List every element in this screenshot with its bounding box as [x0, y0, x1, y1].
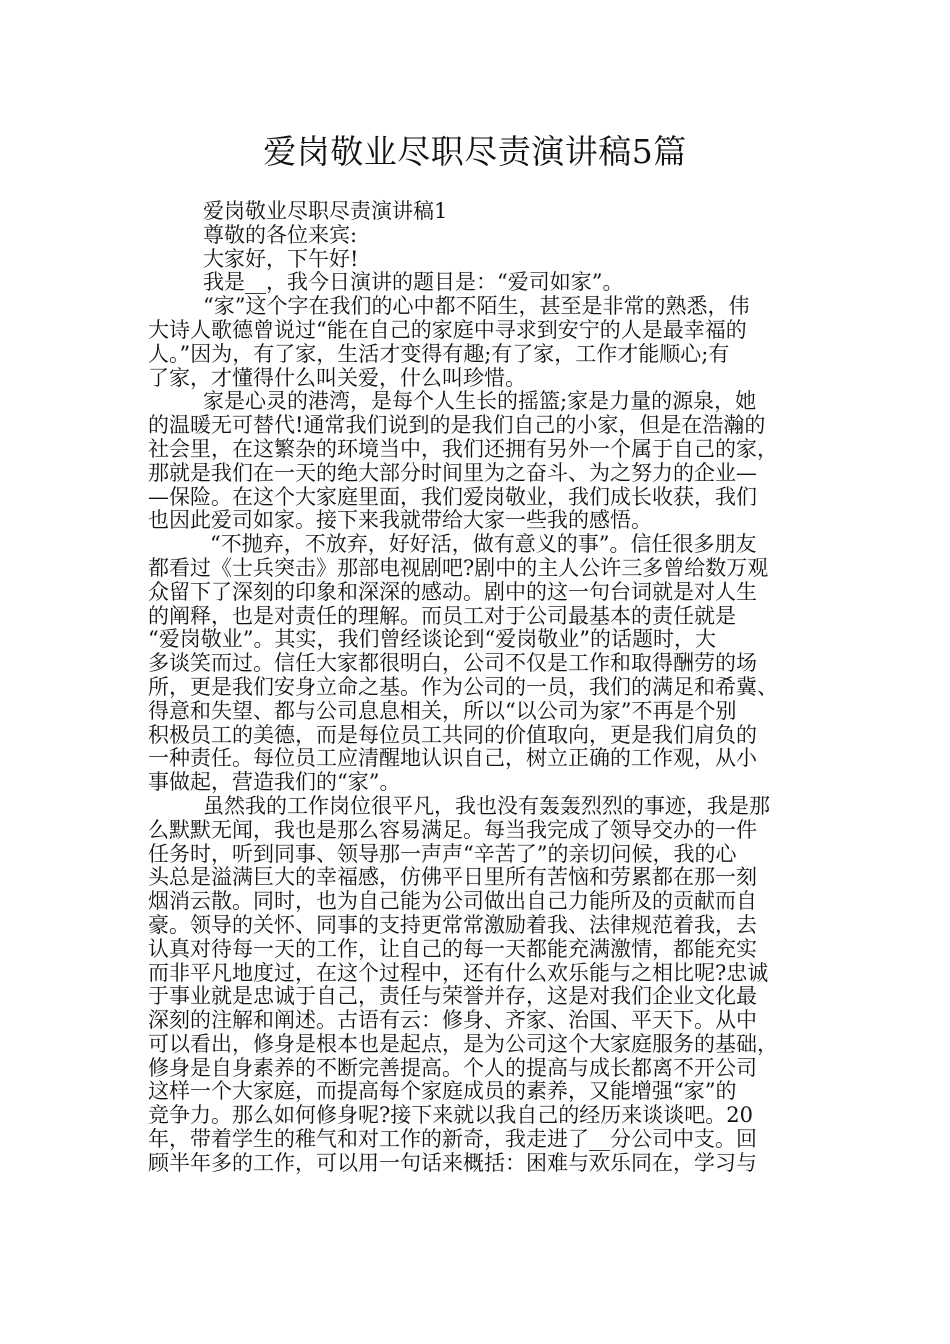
paragraph-line: 而非平凡地度过，在这个过程中，还有什么欢乐能与之相比呢?忠诚	[148, 960, 769, 985]
document-body	[148, 200, 828, 1176]
paragraph-line: 大诗人歌德曾说过“能在自己的家庭中寻求到安宁的人是最幸福的	[148, 317, 747, 342]
paragraph-line: 事做起，营造我们的“家”。	[148, 770, 401, 795]
paragraph-line: 虽然我的工作岗位很平凡，我也没有轰轰烈烈的事迹，我是那	[203, 793, 770, 818]
paragraph	[148, 795, 828, 1176]
greeting: 大家好，下午好!	[203, 246, 359, 271]
paragraph-line: 竞争力。那么如何修身呢?接下来就以我自己的经历来谈谈吧。20	[148, 1103, 753, 1128]
paragraph-line: 任务时，听到同事、领导那一声声“辛苦了”的亲切问候，我的心	[148, 841, 737, 866]
paragraph-line: 于事业就是忠诚于自己，责任与荣誉并存，这是对我们企业文化最	[148, 984, 757, 1009]
paragraph-line: 认真对待每一天的工作，让自己的每一天都能充满激情，都能充实	[148, 936, 757, 961]
salutation: 尊敬的各位来宾:	[203, 222, 358, 247]
paragraph-line: 修身是自身素养的不断完善提高。个人的提高与成长都离不开公司	[148, 1055, 757, 1080]
paragraph-line: 得意和失望、都与公司息息相关，所以“以公司为家”不再是个别	[148, 698, 737, 723]
paragraph-line: 烟消云散。同时，也为自己能为公司做出自己力能所及的贡献而自	[148, 889, 757, 914]
paragraph-line: 深刻的注解和阐述。古语有云：修身、齐家、治国、平天下。从中	[148, 1008, 757, 1033]
document-title: 爱岗敬业尽职尽责演讲稿5篇	[263, 132, 687, 171]
paragraph-line: 头总是溢满巨大的幸福感，仿佛平日里所有苦恼和劳累都在那一刻	[148, 865, 757, 890]
paragraph-line: 豪。领导的关怀、同事的支持更常常激励着我、法律规范着我，去	[148, 912, 757, 937]
paragraph-line: 么默默无闻，我也是那么容易满足。每当我完成了领导交办的一件	[148, 817, 757, 842]
paragraph-line: 积极员工的美德，而是每位员工共同的价值取向，更是我们肩负的	[148, 722, 757, 747]
paragraph-line: 社会里，在这繁杂的环境当中，我们还拥有另外一个属于自己的家，	[148, 436, 778, 461]
paragraph-line: “爱岗敬业”。其实，我们曾经谈论到“爱岗敬业”的话题时，大	[148, 627, 716, 652]
paragraph-line: 可以看出，修身是根本也是起点，是为公司这个大家庭服务的基础，	[148, 1031, 778, 1056]
paragraph-line: 人。”因为，有了家，生活才变得有趣;有了家，工作才能顺心;有	[148, 341, 730, 366]
paragraph-line: 家是心灵的港湾，是每个人生长的摇篮;家是力量的源泉，她	[203, 389, 757, 414]
paragraph-line: “不抛弃，不放弃，好好活，做有意义的事”。信任很多朋友	[210, 532, 757, 557]
paragraph-line: 多谈笑而过。信任大家都很明白，公司不仅是工作和取得酬劳的场	[148, 651, 757, 676]
paragraph-line: 顾半年多的工作，可以用一句话来概括：困难与欢乐同在，学习与	[148, 1150, 757, 1175]
speech-topic: 我是__，我今日演讲的题目是：“爱司如家”。	[203, 270, 624, 295]
section-heading: 爱岗敬业尽职尽责演讲稿1	[203, 199, 448, 223]
paragraph-line: 一种责任。每位员工应清醒地认识自己，树立正确的工作观，从小	[148, 746, 757, 771]
paragraph	[148, 533, 828, 795]
paragraph-line: 也因此爱司如家。接下来我就带给大家一些我的感悟。	[148, 508, 652, 533]
paragraph	[148, 390, 828, 533]
paragraph-line: 那就是我们在一天的绝大部分时间里为之奋斗、为之努力的企业—	[148, 460, 757, 485]
paragraph-line: 都看过《士兵突击》那部电视剧吧?剧中的主人公许三多曾给数万观	[148, 555, 769, 580]
paragraph-line: 年，带着学生的稚气和对工作的新奇，我走进了__分公司中支。回	[148, 1127, 757, 1152]
paragraph-line: 这样一个大家庭，而提高每个家庭成员的素养，又能增强“家”的	[148, 1079, 737, 1104]
paragraph-line: 的阐释，也是对责任的理解。而员工对于公司最基本的责任就是	[148, 603, 736, 628]
paragraph-line: 所，更是我们安身立命之基。作为公司的一员，我们的满足和希冀、	[148, 674, 778, 699]
paragraph-line: 众留下了深刻的印象和深深的感动。剧中的这一句台词就是对人生	[148, 579, 757, 604]
paragraph	[148, 295, 828, 390]
paragraph-line: 了家，才懂得什么叫关爱，什么叫珍惜。	[148, 365, 526, 390]
paragraph-line: 的温暖无可替代!通常我们说到的是我们自己的小家，但是在浩瀚的	[148, 413, 766, 438]
paragraph-line: —保险。在这个大家庭里面，我们爱岗敬业，我们成长收获，我们	[148, 484, 757, 509]
paragraph-line: “家”这个字在我们的心中都不陌生，甚至是非常的熟悉，伟	[203, 294, 750, 319]
